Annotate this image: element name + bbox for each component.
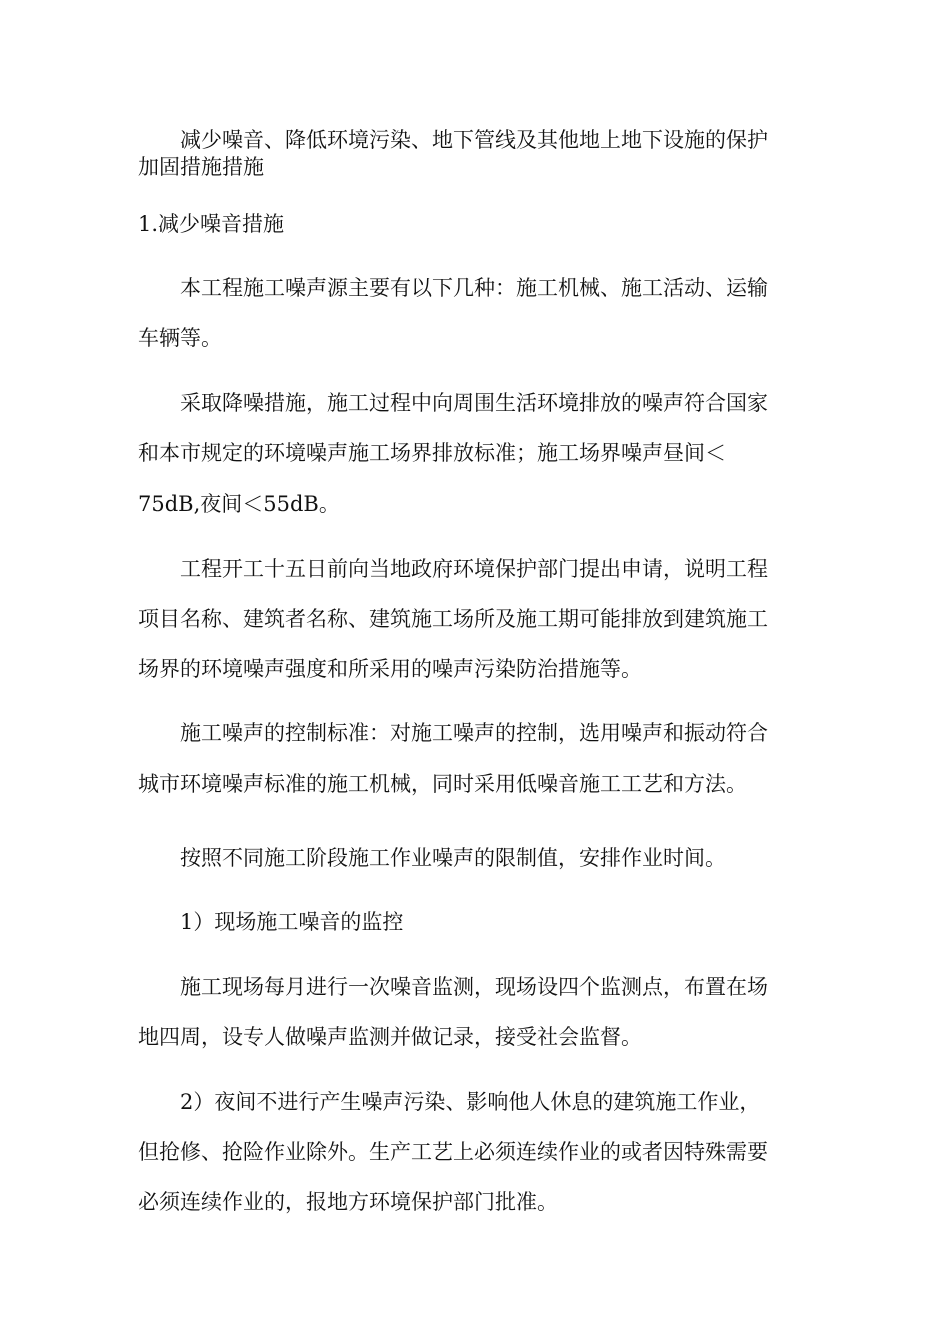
paragraph-line: 车辆等。 [138,326,222,350]
paragraph-line: 施工现场每月进行一次噪音监测，现场设四个监测点，布置在场 [180,975,768,999]
paragraph-line: 地四周，设专人做噪声监测并做记录，接受社会监督。 [138,1025,642,1049]
paragraph-line: 场界的环境噪声强度和所采用的噪声污染防治措施等。 [138,657,642,681]
title-line: 减少噪音、降低环境污染、地下管线及其他地上地下设施的保护 [180,128,768,152]
paragraph-line: 采取降噪措施，施工过程中向周围生活环境排放的噪声符合国家 [180,391,768,415]
paragraph-line: 项目名称、建筑者名称、建筑施工场所及施工期可能排放到建筑施工 [138,607,768,631]
paragraph-line: 但抢修、抢险作业除外。生产工艺上必须连续作业的或者因特殊需要 [138,1140,768,1164]
paragraph-line: 施工噪声的控制标准：对施工噪声的控制，选用噪声和振动符合 [180,721,768,745]
paragraph-line: 工程开工十五日前向当地政府环境保护部门提出申请，说明工程 [180,557,768,581]
paragraph-line: 和本市规定的环境噪声施工场界排放标准；施工场界噪声昼间＜ [138,441,726,465]
title-line: 加固措施措施 [138,155,264,179]
paragraph-line: 2）夜间不进行产生噪声污染、影响他人休息的建筑施工作业， [180,1090,761,1114]
paragraph-line: 城市环境噪声标准的施工机械，同时采用低噪音施工工艺和方法。 [138,772,747,796]
paragraph-line: 本工程施工噪声源主要有以下几种：施工机械、施工活动、运输 [180,276,768,300]
paragraph-line: 75dB,夜间＜55dB。 [138,492,340,516]
section-heading-text: 1.减少噪音措施 [138,212,285,236]
paragraph-line: 必须连续作业的，报地方环境保护部门批准。 [138,1190,558,1214]
paragraph-line: 按照不同施工阶段施工作业噪声的限制值，安排作业时间。 [180,846,726,870]
paragraph-line: 1）现场施工噪音的监控 [180,910,404,934]
